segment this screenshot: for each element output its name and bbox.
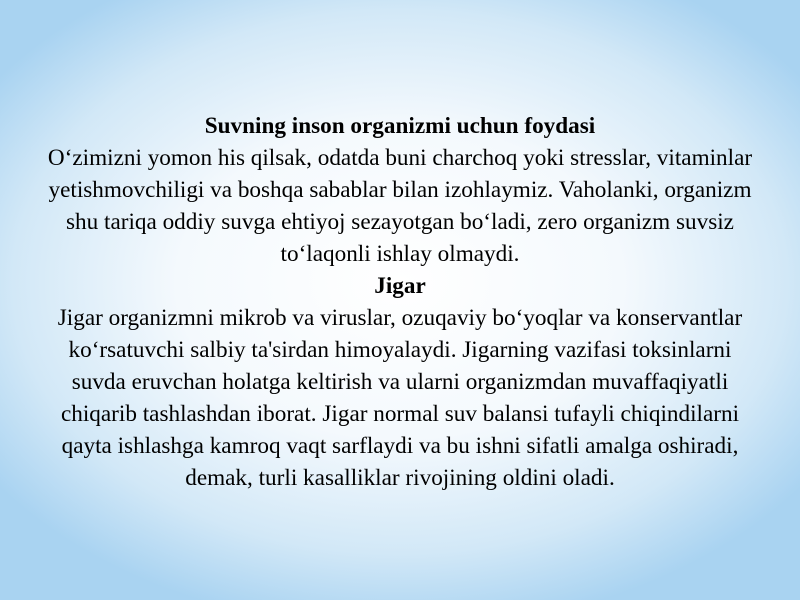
slide-content bbox=[40, 110, 760, 494]
paragraph-water-benefits: O‘zimizni yomon his qilsak, odatda buni charchoq yoki stresslar, vitaminlar yetishmovchiligi va boshqa sabablar bilan izohlaymiz. Vaholanki, organizm shu tariqa oddiy suvga ehtiyoj sezayotgan bo‘ladi, zero organizm suvsiz to‘laqonli ishlay olmaydi. bbox=[47, 145, 753, 267]
paragraph-liver: Jigar organizmni mikrob va viruslar, ozuqaviy bo‘yoqlar va konservantlar ko‘rsatuvchi salbiy ta'sirdan himoyalaydi. Jigarning vazifasi toksinlarni suvda eruvchan holatga keltirish va ularni organizmdan muvaffaqiyatli chiqarib tashlashdan iborat. Jigar normal suv balansi tufayli chiqindilarni qayta ishlashga kamroq vaqt sarflaydi va bu ishni sifatli amalga oshiradi, demak, turli kasalliklar rivojining oldini oladi. bbox=[57, 305, 743, 491]
section-title-water-benefits: Suvning inson organizmi uchun foydasi bbox=[204, 113, 596, 139]
section-title-liver: Jigar bbox=[374, 273, 426, 299]
